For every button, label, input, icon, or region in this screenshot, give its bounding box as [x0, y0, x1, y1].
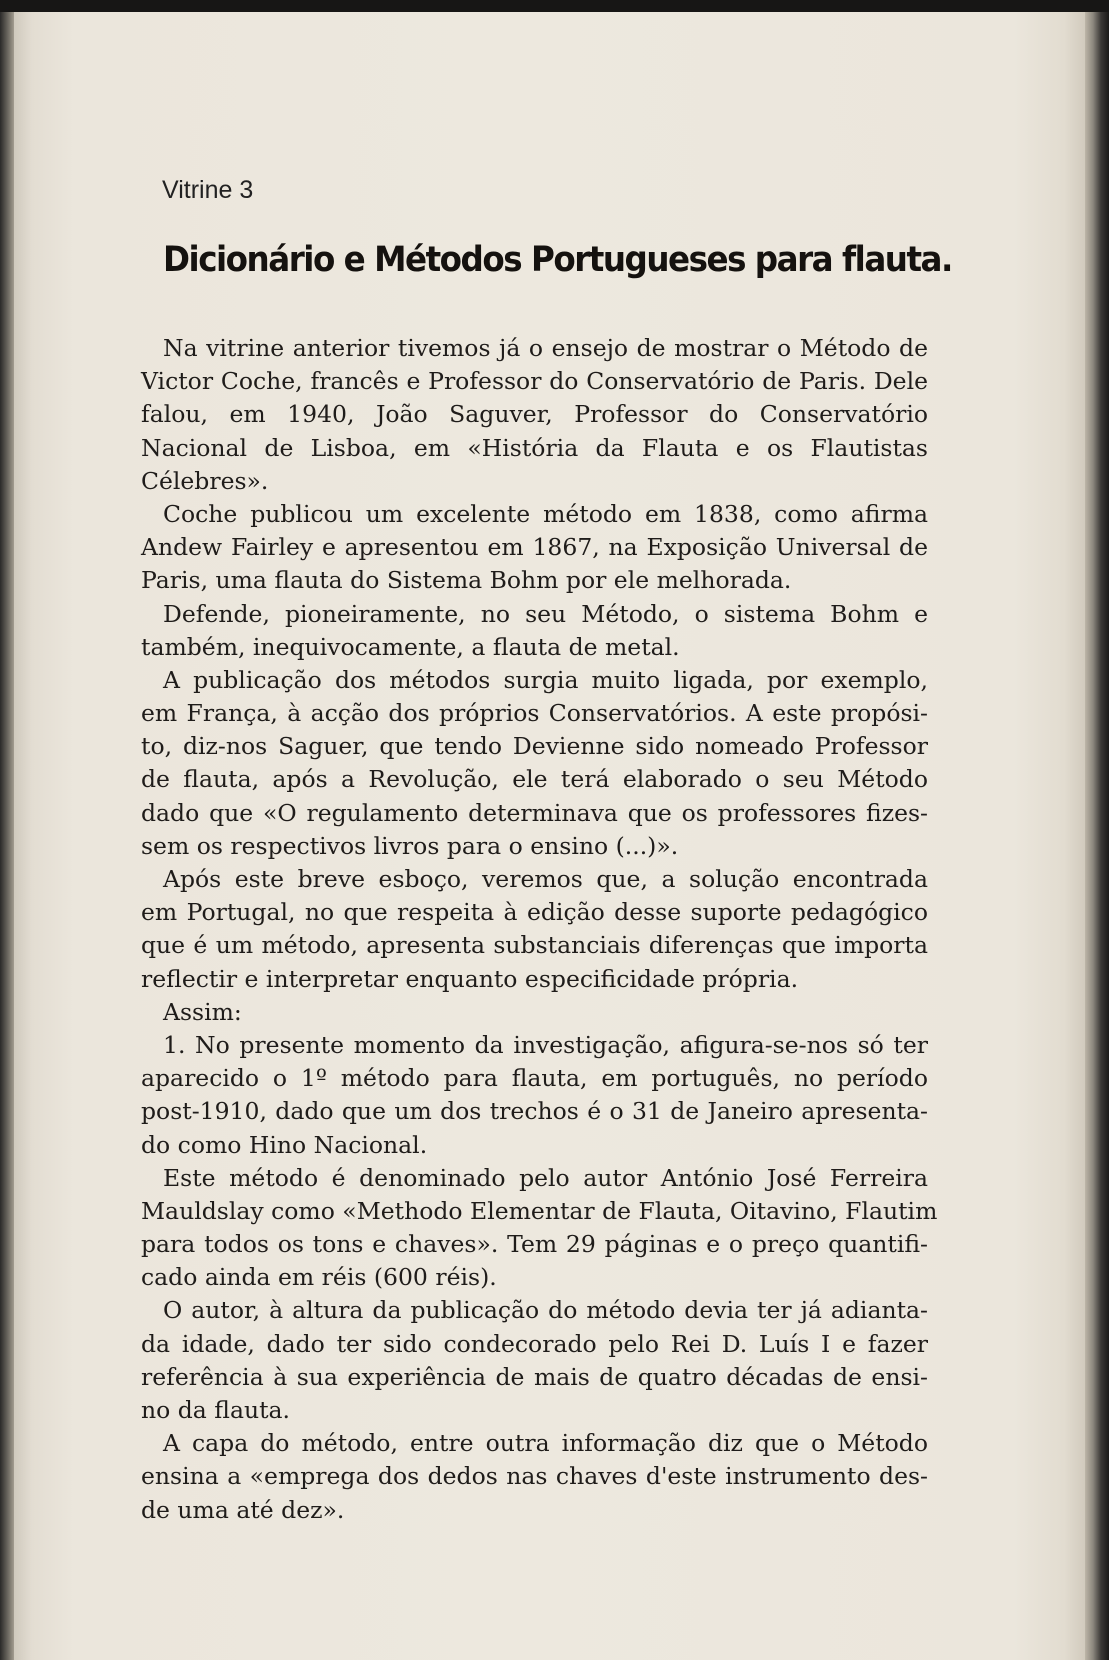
text-line: também, inequivocamente, a flauta de metal. [141, 632, 680, 661]
text-line: Mauldslay como «Methodo Elementar de Flauta, Oitavino, Flautim [141, 1196, 938, 1225]
text-line: A capa do método, entre outra informação diz que o Método [163, 1429, 928, 1458]
paragraph [141, 664, 928, 863]
section-header: Vitrine 3 [162, 176, 254, 204]
text-line: de flauta, após a Revolução, ele terá elaborado o seu Método [141, 765, 928, 794]
text-line: Victor Coche, francês e Professor do Conservatório de Paris. Dele [141, 367, 928, 396]
text-line: sem os respectivos livros para o ensino (...)». [141, 831, 679, 860]
text-line: ensina a «emprega dos dedos nas chaves d'este instrumento des- [141, 1462, 928, 1491]
book-page [14, 12, 1088, 1660]
paragraph [141, 863, 928, 996]
text-line: aparecido o 1º método para flauta, em português, no período [141, 1064, 928, 1093]
text-line: do como Hino Nacional. [141, 1130, 428, 1159]
text-line: que é um método, apresenta substanciais diferenças que importa [141, 931, 928, 960]
text-line: no da flauta. [141, 1396, 291, 1424]
text-line: O autor, à altura da publicação do método devia ter já adianta- [163, 1296, 928, 1325]
page-edge-shadow [1085, 12, 1109, 1660]
text-line: falou, em 1940, João Saguver, Professor do Conservatório [141, 400, 928, 429]
text-line: cado ainda em réis (600 réis). [141, 1263, 497, 1292]
text-line: Coche publicou um excelente método em 1838, como afirma [163, 499, 928, 528]
text-line: to, diz-nos Saguer, que tendo Devienne sido nomeado Professor [141, 732, 928, 761]
text-line: Assim: [163, 997, 242, 1026]
text-line: Defende, pioneiramente, no seu Método, o sistema Bohm e [163, 599, 928, 628]
paragraph [141, 996, 928, 1029]
text-line: Após este breve esboço, veremos que, a solução encontrada [163, 865, 928, 893]
text-line: referência à sua experiência de mais de quatro décadas de ensi- [141, 1362, 928, 1391]
paragraph [141, 1427, 928, 1527]
text-line: de uma até dez». [141, 1495, 345, 1524]
text-line: Na vitrine anterior tivemos já o ensejo de mostrar o Método de [163, 334, 928, 362]
paragraph [141, 1029, 928, 1162]
text-line: Célebres». [141, 466, 269, 495]
text-line: em França, à acção dos próprios Conservatórios. A este propósi- [141, 699, 928, 728]
text-line: 1. No presente momento da investigação, afigura-se-nos só ter [163, 1030, 928, 1059]
text-line: da idade, dado ter sido condecorado pelo Rei D. Luís I e fazer [141, 1329, 928, 1358]
text-line: Andew Fairley e apresentou em 1867, na Exposição Universal de [141, 533, 928, 562]
text-line: Nacional de Lisboa, em «História da Flauta e os Flautistas [141, 433, 928, 462]
text-line: post-1910, dado que um dos trechos é o 31 de Janeiro apresenta- [141, 1097, 928, 1126]
paragraph [141, 498, 928, 598]
text-line: dado que «O regulamento determinava que os professores fizes- [141, 798, 928, 827]
text-line: A publicação dos métodos surgia muito ligada, por exemplo, [163, 665, 928, 694]
text-line: em Portugal, no que respeita à edição desse suporte pedagógico [141, 898, 928, 927]
page-title: Dicionário e Métodos Portugueses para flauta. [163, 240, 952, 280]
paragraph [141, 332, 928, 498]
body-text [141, 332, 938, 1527]
text-line: reflectir e interpretar enquanto especificidade própria. [141, 964, 799, 993]
text-line: Paris, uma flauta do Sistema Bohm por ele melhorada. [141, 566, 792, 595]
text-line: para todos os tons e chaves». Tem 29 páginas e o preço quantifi- [141, 1230, 928, 1259]
paragraph [141, 1294, 928, 1427]
text-line: Este método é denominado pelo autor António José Ferreira [163, 1163, 928, 1192]
paragraph [141, 598, 928, 664]
paragraph [141, 1162, 938, 1295]
